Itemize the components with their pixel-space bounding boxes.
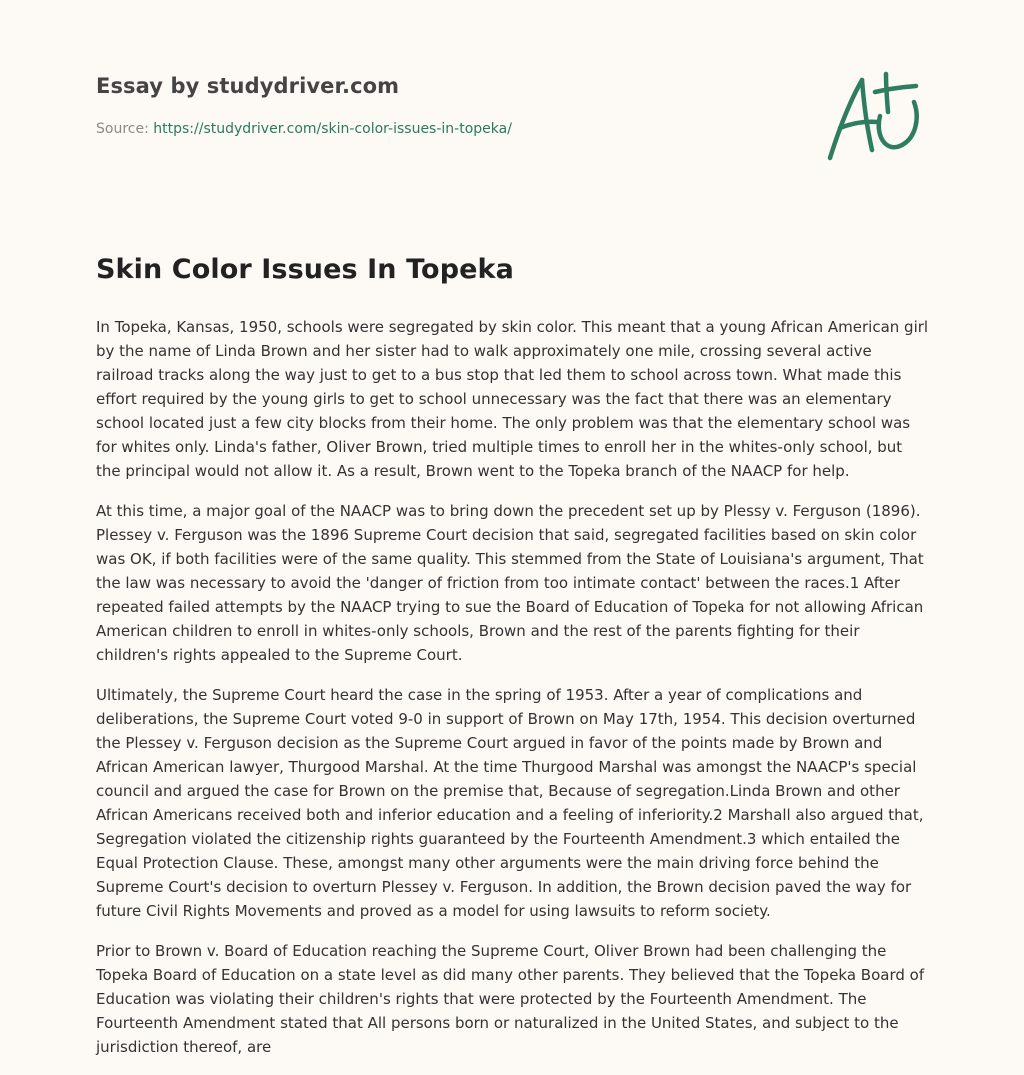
source-label: Source: <box>96 121 154 137</box>
essay-paragraph: Ultimately, the Supreme Court heard the case in the spring of 1953. After a year of complications and deliberations, the Supreme Court voted 9-0 in support of Brown on May 17th, 1954. This decision overturned the Plessey v. Ferguson decision as the Supreme Court argued in favor of the points made by Brown and African American lawyer, Thurgood Marshal. At the time Thurgood Marshal was amongst the NAACP's special council and argued the case for Brown on the premise that, Because of segregation.Linda Brown and other African Americans received both and inferior education and a feeling of inferiority.2 Marshall also argued that, Segregation violated the citizenship rights guaranteed by the Fourteenth Amendment.3 which entailed the Equal Protection Clause. These, amongst many other arguments were the main driving force behind the Supreme Court's decision to overturn Plessey v. Ferguson. In addition, the Brown decision paved the way for future Civil Rights Movements and proved as a model for using lawsuits to reform society. <box>96 686 924 920</box>
a-plus-logo-icon <box>820 66 928 166</box>
source-line <box>96 121 796 137</box>
header <box>96 74 796 137</box>
source-link[interactable]: https://studydriver.com/skin-color-issues-in-topeka/ <box>153 121 512 137</box>
essay-body <box>96 315 930 1075</box>
site-title: Essay by studydriver.com <box>96 74 400 98</box>
essay-paragraph: At this time, a major goal of the NAACP was to bring down the precedent set up by Plessy v. Ferguson (1896). Plessey v. Ferguson was the 1896 Supreme Court decision that said, segregated facilities based on skin color was OK, if both facilities were of the same quality. This stemmed from the State of Louisiana's argument, That the law was necessary to avoid the 'danger of friction from too intimate contact' between the races.1 After repeated failed attempts by the NAACP trying to sue the Board of Education of Topeka for not allowing African American children to enroll in whites-only schools, Brown and the rest of the parents fighting for their children's rights appealed to the Supreme Court. <box>96 502 924 664</box>
essay-paragraph: In Topeka, Kansas, 1950, schools were segregated by skin color. This meant that a young African American girl by the name of Linda Brown and her sister had to walk approximately one mile, crossing several active railroad tracks along the way just to get to a bus stop that led them to school across town. What made this effort required by the young girls to get to school unnecessary was the fact that there was an elementary school located just a few city blocks from their home. The only problem was that the elementary school was for whites only. Linda's father, Oliver Brown, tried multiple times to enroll her in the whites-only school, but the principal would not allow it. As a result, Brown went to the Topeka branch of the NAACP for help. <box>96 318 929 480</box>
essay-title: Skin Color Issues In Topeka <box>96 254 514 285</box>
essay-paragraph: Prior to Brown v. Board of Education reaching the Supreme Court, Oliver Brown had been challenging the Topeka Board of Education on a state level as did many other parents. They believed that the Topeka Board of Education was violating their children's rights that were protected by the Fourteenth Amendment. The Fourteenth Amendment stated that All persons born or naturalized in the United States, and subject to the jurisdiction thereof, are <box>96 942 925 1056</box>
